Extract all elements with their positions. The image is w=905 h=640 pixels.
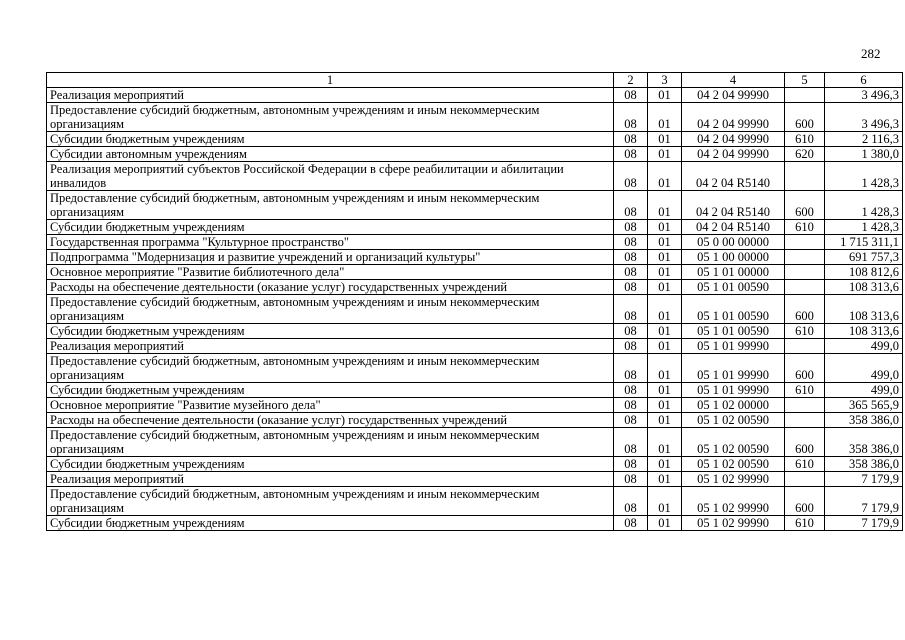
subsection-cell: 01 [648, 428, 682, 457]
column-header: 4 [682, 73, 785, 88]
target-article-cell: 04 2 04 R5140 [682, 220, 785, 235]
expense-type-cell: 610 [785, 324, 825, 339]
table-row [47, 487, 903, 516]
section-cell: 08 [614, 280, 648, 295]
expense-type-cell [785, 398, 825, 413]
amount-cell: 3 496,3 [825, 103, 903, 132]
table-row [47, 398, 903, 413]
table-row [47, 250, 903, 265]
amount-cell: 3 496,3 [825, 88, 903, 103]
amount-cell: 7 179,9 [825, 516, 903, 531]
row-name-cell: Субсидии бюджетным учреждениям [47, 324, 614, 339]
expense-type-cell: 610 [785, 132, 825, 147]
row-name-cell: Основное мероприятие "Развитие библиотечного дела" [47, 265, 614, 280]
table-row [47, 428, 903, 457]
table-row [47, 265, 903, 280]
amount-cell: 1 715 311,1 [825, 235, 903, 250]
subsection-cell: 01 [648, 413, 682, 428]
budget-table [46, 72, 903, 531]
target-article-cell: 05 1 01 00000 [682, 265, 785, 280]
row-name-cell: Предоставление субсидий бюджетным, автономным учреждениям и иным некоммерческим организациям [47, 295, 614, 324]
subsection-cell: 01 [648, 295, 682, 324]
subsection-cell: 01 [648, 132, 682, 147]
row-name-cell: Субсидии бюджетным учреждениям [47, 132, 614, 147]
expense-type-cell: 610 [785, 516, 825, 531]
target-article-cell: 05 1 00 00000 [682, 250, 785, 265]
expense-type-cell: 610 [785, 457, 825, 472]
target-article-cell: 05 1 02 00590 [682, 413, 785, 428]
expense-type-cell: 600 [785, 191, 825, 220]
row-name-cell: Реализация мероприятий [47, 339, 614, 354]
subsection-cell: 01 [648, 235, 682, 250]
table-row [47, 147, 903, 162]
target-article-cell: 05 1 01 00590 [682, 295, 785, 324]
table-row [47, 413, 903, 428]
amount-cell: 1 428,3 [825, 191, 903, 220]
expense-type-cell [785, 472, 825, 487]
amount-cell: 499,0 [825, 354, 903, 383]
target-article-cell: 04 2 04 R5140 [682, 162, 785, 191]
expense-type-cell [785, 413, 825, 428]
table-row [47, 324, 903, 339]
subsection-cell: 01 [648, 398, 682, 413]
row-name-cell: Субсидии бюджетным учреждениям [47, 383, 614, 398]
table-row [47, 516, 903, 531]
section-cell: 08 [614, 295, 648, 324]
amount-cell: 358 386,0 [825, 457, 903, 472]
amount-cell: 7 179,9 [825, 487, 903, 516]
amount-cell: 1 428,3 [825, 220, 903, 235]
row-name-cell: Подпрограмма "Модернизация и развитие учреждений и организаций культуры" [47, 250, 614, 265]
table-row [47, 295, 903, 324]
row-name-cell: Предоставление субсидий бюджетным, автономным учреждениям и иным некоммерческим организациям [47, 428, 614, 457]
amount-cell: 108 313,6 [825, 295, 903, 324]
subsection-cell: 01 [648, 487, 682, 516]
amount-cell: 1 380,0 [825, 147, 903, 162]
section-cell: 08 [614, 162, 648, 191]
table-row [47, 457, 903, 472]
section-cell: 08 [614, 472, 648, 487]
target-article-cell: 04 2 04 99990 [682, 103, 785, 132]
expense-type-cell: 600 [785, 428, 825, 457]
section-cell: 08 [614, 516, 648, 531]
amount-cell: 108 313,6 [825, 280, 903, 295]
target-article-cell: 04 2 04 99990 [682, 132, 785, 147]
amount-cell: 108 812,6 [825, 265, 903, 280]
amount-cell: 1 428,3 [825, 162, 903, 191]
table-row [47, 88, 903, 103]
expense-type-cell: 600 [785, 354, 825, 383]
section-cell: 08 [614, 103, 648, 132]
target-article-cell: 05 1 02 00590 [682, 457, 785, 472]
section-cell: 08 [614, 191, 648, 220]
section-cell: 08 [614, 265, 648, 280]
section-cell: 08 [614, 324, 648, 339]
row-name-cell: Субсидии бюджетным учреждениям [47, 220, 614, 235]
expense-type-cell [785, 280, 825, 295]
target-article-cell: 05 1 01 00590 [682, 280, 785, 295]
row-name-cell: Реализация мероприятий [47, 88, 614, 103]
section-cell: 08 [614, 457, 648, 472]
expense-type-cell: 620 [785, 147, 825, 162]
row-name-cell: Субсидии автономным учреждениям [47, 147, 614, 162]
table-row [47, 354, 903, 383]
amount-cell: 358 386,0 [825, 428, 903, 457]
expense-type-cell [785, 339, 825, 354]
table-row [47, 235, 903, 250]
table-row [47, 162, 903, 191]
row-name-cell: Реализация мероприятий [47, 472, 614, 487]
section-cell: 08 [614, 147, 648, 162]
expense-type-cell: 600 [785, 487, 825, 516]
target-article-cell: 04 2 04 99990 [682, 88, 785, 103]
section-cell: 08 [614, 250, 648, 265]
row-name-cell: Основное мероприятие "Развитие музейного дела" [47, 398, 614, 413]
section-cell: 08 [614, 383, 648, 398]
amount-cell: 2 116,3 [825, 132, 903, 147]
expense-type-cell [785, 162, 825, 191]
subsection-cell: 01 [648, 383, 682, 398]
subsection-cell: 01 [648, 457, 682, 472]
amount-cell: 365 565,9 [825, 398, 903, 413]
row-name-cell: Субсидии бюджетным учреждениям [47, 457, 614, 472]
amount-cell: 7 179,9 [825, 472, 903, 487]
expense-type-cell [785, 88, 825, 103]
expense-type-cell: 600 [785, 103, 825, 132]
subsection-cell: 01 [648, 103, 682, 132]
section-cell: 08 [614, 220, 648, 235]
column-header: 3 [648, 73, 682, 88]
target-article-cell: 05 1 02 99990 [682, 516, 785, 531]
row-name-cell: Расходы на обеспечение деятельности (оказание услуг) государственных учреждений [47, 280, 614, 295]
table-row [47, 339, 903, 354]
row-name-cell: Предоставление субсидий бюджетным, автономным учреждениям и иным некоммерческим организациям [47, 354, 614, 383]
row-name-cell: Предоставление субсидий бюджетным, автономным учреждениям и иным некоммерческим организациям [47, 103, 614, 132]
subsection-cell: 01 [648, 147, 682, 162]
section-cell: 08 [614, 398, 648, 413]
column-header: 6 [825, 73, 903, 88]
table-row [47, 472, 903, 487]
column-header: 2 [614, 73, 648, 88]
section-cell: 08 [614, 132, 648, 147]
row-name-cell: Субсидии бюджетным учреждениям [47, 516, 614, 531]
expense-type-cell: 610 [785, 220, 825, 235]
table-row [47, 191, 903, 220]
expense-type-cell [785, 235, 825, 250]
amount-cell: 108 313,6 [825, 324, 903, 339]
subsection-cell: 01 [648, 516, 682, 531]
target-article-cell: 05 1 01 99990 [682, 339, 785, 354]
subsection-cell: 01 [648, 265, 682, 280]
section-cell: 08 [614, 88, 648, 103]
amount-cell: 499,0 [825, 339, 903, 354]
section-cell: 08 [614, 428, 648, 457]
subsection-cell: 01 [648, 250, 682, 265]
table-header-row [47, 73, 903, 88]
expense-type-cell [785, 265, 825, 280]
subsection-cell: 01 [648, 324, 682, 339]
table-row [47, 132, 903, 147]
target-article-cell: 05 1 02 99990 [682, 472, 785, 487]
target-article-cell: 05 1 02 00590 [682, 428, 785, 457]
target-article-cell: 05 1 02 99990 [682, 487, 785, 516]
row-name-cell: Государственная программа "Культурное пространство" [47, 235, 614, 250]
amount-cell: 691 757,3 [825, 250, 903, 265]
target-article-cell: 05 1 01 00590 [682, 324, 785, 339]
row-name-cell: Реализация мероприятий субъектов Российской Федерации в сфере реабилитации и абилитации инвалидов [47, 162, 614, 191]
subsection-cell: 01 [648, 88, 682, 103]
expense-type-cell: 600 [785, 295, 825, 324]
table-row [47, 383, 903, 398]
section-cell: 08 [614, 487, 648, 516]
target-article-cell: 04 2 04 R5140 [682, 191, 785, 220]
row-name-cell: Расходы на обеспечение деятельности (оказание услуг) государственных учреждений [47, 413, 614, 428]
column-header: 5 [785, 73, 825, 88]
amount-cell: 358 386,0 [825, 413, 903, 428]
target-article-cell: 04 2 04 99990 [682, 147, 785, 162]
subsection-cell: 01 [648, 162, 682, 191]
page-number: 282 [861, 46, 881, 61]
subsection-cell: 01 [648, 354, 682, 383]
target-article-cell: 05 1 01 99990 [682, 383, 785, 398]
column-header: 1 [47, 73, 614, 88]
section-cell: 08 [614, 339, 648, 354]
subsection-cell: 01 [648, 191, 682, 220]
target-article-cell: 05 1 02 00000 [682, 398, 785, 413]
table-row [47, 220, 903, 235]
subsection-cell: 01 [648, 339, 682, 354]
subsection-cell: 01 [648, 472, 682, 487]
section-cell: 08 [614, 413, 648, 428]
table-row [47, 280, 903, 295]
subsection-cell: 01 [648, 220, 682, 235]
section-cell: 08 [614, 354, 648, 383]
section-cell: 08 [614, 235, 648, 250]
row-name-cell: Предоставление субсидий бюджетным, автономным учреждениям и иным некоммерческим организациям [47, 487, 614, 516]
target-article-cell: 05 0 00 00000 [682, 235, 785, 250]
expense-type-cell [785, 250, 825, 265]
subsection-cell: 01 [648, 280, 682, 295]
expense-type-cell: 610 [785, 383, 825, 398]
target-article-cell: 05 1 01 99990 [682, 354, 785, 383]
amount-cell: 499,0 [825, 383, 903, 398]
table-row [47, 103, 903, 132]
row-name-cell: Предоставление субсидий бюджетным, автономным учреждениям и иным некоммерческим организациям [47, 191, 614, 220]
